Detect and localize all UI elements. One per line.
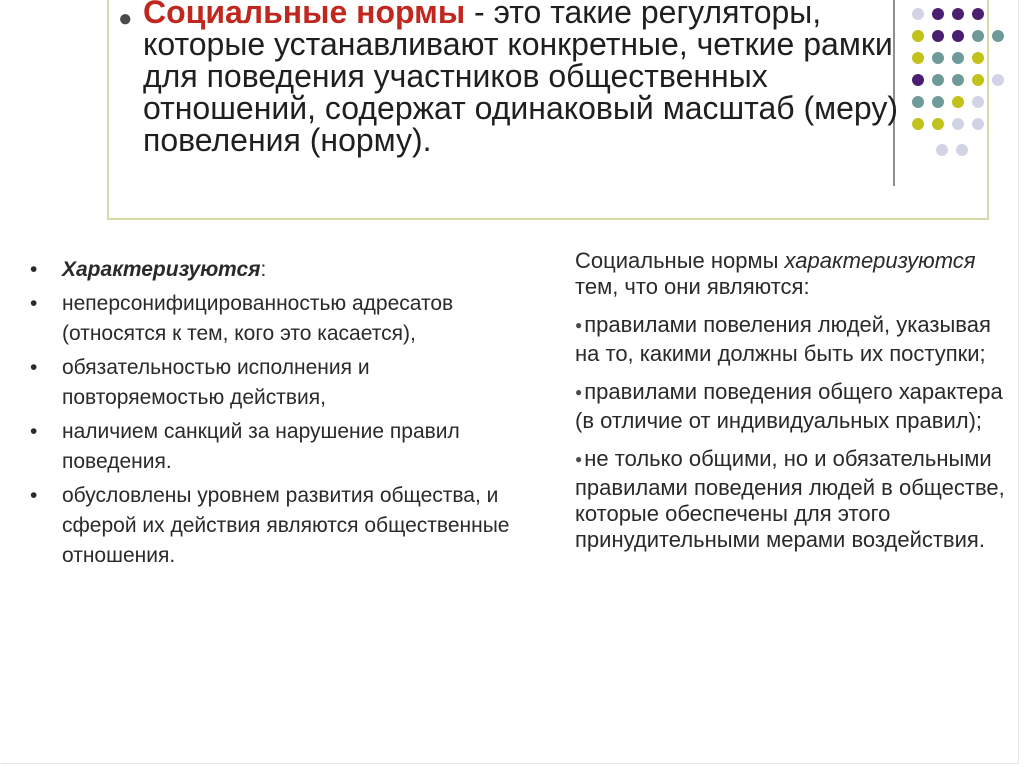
list-item-heading bbox=[30, 255, 530, 285]
decorative-dot bbox=[912, 30, 924, 42]
intro-end: тем, что они являются: bbox=[575, 274, 810, 299]
decorative-dot bbox=[952, 74, 964, 86]
decorative-dot bbox=[972, 118, 984, 130]
bullet-icon: • bbox=[30, 484, 38, 507]
definition-rest: - это такие регуляторы, которые устанавливают конкретные, четкие рамки для поведения участников общественных отношений, содержат одинаковый масштаб (меру) повеления (норму). bbox=[143, 0, 899, 158]
decorative-dot bbox=[972, 8, 984, 20]
bullet-icon: ● bbox=[575, 318, 583, 332]
decorative-dot bbox=[952, 118, 964, 130]
decorative-dot bbox=[932, 30, 944, 42]
bullet-icon: • bbox=[30, 258, 38, 281]
bullet-icon: ● bbox=[575, 452, 583, 466]
list-item bbox=[30, 289, 530, 349]
bullet-icon: ● bbox=[575, 385, 583, 399]
list-item bbox=[30, 481, 530, 571]
decorative-dot bbox=[912, 118, 924, 130]
bullet-icon: • bbox=[30, 420, 38, 443]
decorative-dot bbox=[912, 52, 924, 64]
list-item-text: обусловлены уровнем развития общества, и сферой их действия являются общественные отношения. bbox=[62, 484, 510, 567]
decorative-dot bbox=[952, 52, 964, 64]
list-item bbox=[30, 353, 530, 413]
intro-text bbox=[575, 248, 1005, 300]
bullet-icon: • bbox=[30, 292, 38, 315]
list-item bbox=[575, 312, 1005, 367]
definition-text bbox=[118, 0, 898, 156]
heading: Характеризуются bbox=[62, 258, 261, 281]
explanation-block bbox=[575, 248, 1005, 565]
list-item bbox=[575, 446, 1005, 553]
decorative-dot bbox=[992, 30, 1004, 42]
decorative-dot bbox=[972, 30, 984, 42]
list-item-text: неперсонифицированностью адресатов (относятся к тем, кого это касается), bbox=[62, 292, 454, 345]
list-item-text: не только общими, но и обязательными правилами поведения людей в обществе, которые обеспечены для этого принудительными мерами воздействия. bbox=[575, 446, 1005, 552]
decorative-dot bbox=[956, 144, 968, 156]
list-item-text: обязательностью исполнения и повторяемостью действия, bbox=[62, 356, 370, 409]
decorative-dot-grid bbox=[912, 8, 1008, 168]
list-item bbox=[575, 379, 1005, 434]
decorative-dot bbox=[912, 8, 924, 20]
list-item bbox=[30, 417, 530, 477]
decorative-dot bbox=[992, 74, 1004, 86]
bullet-icon: • bbox=[30, 356, 38, 379]
decorative-dot bbox=[932, 52, 944, 64]
list-item-text: правилами повеления людей, указывая на то, какими должны быть их поступки; bbox=[575, 312, 991, 366]
decorative-dot bbox=[952, 96, 964, 108]
decorative-dot bbox=[932, 8, 944, 20]
list-item-text: правилами поведения общего характера (в отличие от индивидуальных правил); bbox=[575, 379, 1003, 433]
list-item-text: наличием санкций за нарушение правил поведения. bbox=[62, 420, 460, 473]
intro-emphasis: характеризуются bbox=[784, 248, 976, 273]
definition-body bbox=[118, 0, 898, 156]
decorative-dot bbox=[952, 8, 964, 20]
heading-colon: : bbox=[260, 258, 267, 281]
decorative-dot bbox=[972, 74, 984, 86]
bullet-icon: ● bbox=[118, 5, 133, 32]
decorative-dot bbox=[952, 30, 964, 42]
decorative-dot bbox=[912, 96, 924, 108]
decorative-dot bbox=[932, 118, 944, 130]
decorative-dot bbox=[936, 144, 948, 156]
decorative-dot bbox=[932, 74, 944, 86]
intro-start: Социальные нормы bbox=[575, 248, 785, 273]
decorative-dot bbox=[932, 96, 944, 108]
decorative-dot bbox=[972, 52, 984, 64]
decorative-dot bbox=[912, 74, 924, 86]
definition-term: Социальные нормы bbox=[143, 0, 466, 30]
decorative-dot bbox=[972, 96, 984, 108]
characteristics-list bbox=[30, 255, 530, 575]
